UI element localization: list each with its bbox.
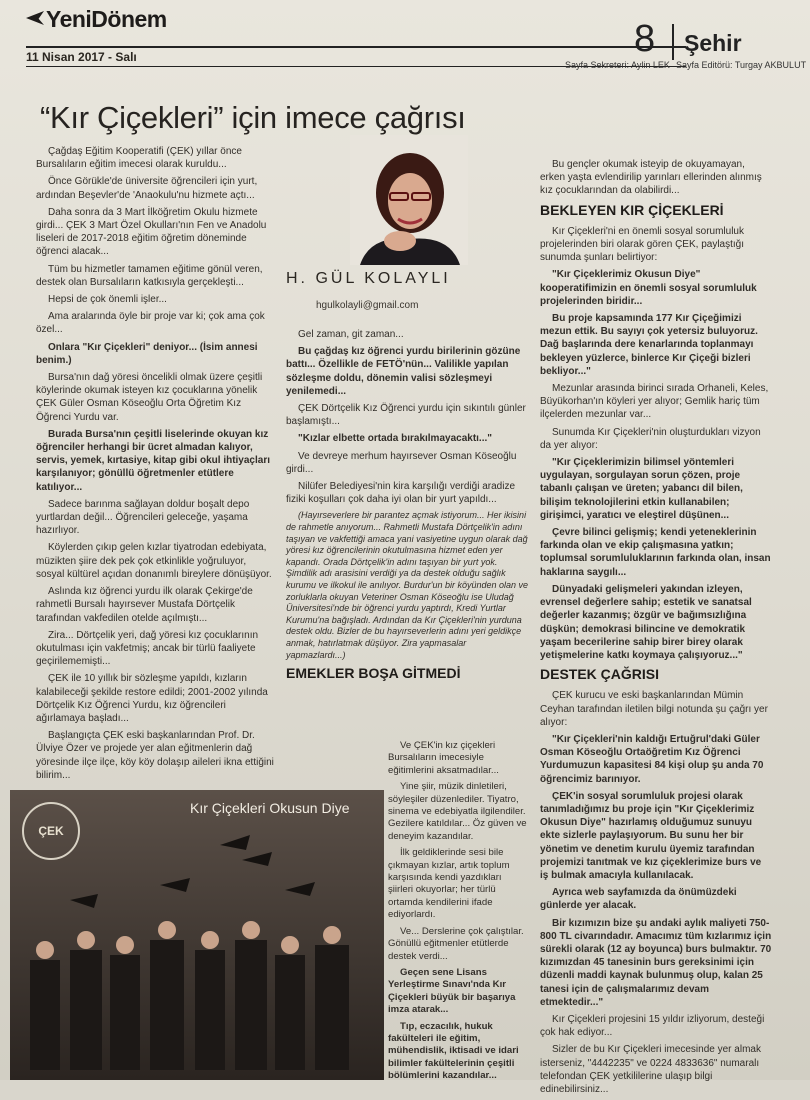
paragraph: Mezunlar arasında birinci sırada Orhaneli, Keles, Büyükorhan'ın köyleri yer alıyor; Gemlik hariç tüm ilçelerden mezunlar var... (540, 383, 769, 421)
paragraph: Nilüfer Belediyesi'nin kira karşılığı verdiği aradize fiziki koşulları çok daha iyi olan bir yurt yapıldı... (286, 481, 516, 506)
paragraph: "Kır Çiçeklerimizin bilimsel yöntemleri uygulayan, sorgulayan sorun çözen, proje tabanlı çalışan ve üreten; yabancı dil bilen, bilişim teknolojilerini etkin kullanabilen; girişimci, yaratıcı ve eleştirel düşünen... (540, 457, 743, 521)
paragraph: "Kır Çiçekleri'nin kaldığı Ertuğrul'daki Güler Osman Köseoğlu Ortaöğretim Kız Öğrenci Yurdumuzun kapasitesi 84 kişi olup şu anda 70 öğrencimiz barınıyor. (540, 733, 764, 785)
paragraph: Önce Görükle'de üniversite öğrencileri için yurt, ardından Beşevler'de 'Anaokulu'nu hizmete açtı... (36, 176, 258, 201)
page-secretary: Sayfa Sekreteri: Aylin LEK (565, 60, 670, 70)
article-column-1 (36, 145, 274, 786)
paragraph: Bu çağdaş kız öğrenci yurdu birilerinin gözüne battı... Özellikle de FETÖ'nün... Valilikle yapılan sözleşme doldu, dönemin valisi sözleşmeyi yenilemedi... (286, 346, 521, 397)
paragraph: Bir kızımızın bize şu andaki aylık maliyeti 750-800 TL civarındadır. Amacımız tüm kızlarımız için sürekli olarak (12 ay boyunca) burs bulmaktır. 70 kızımızdan 45 tanesinin burs gereksinimi için düzenli maddi kaynak bulunmuş olup, kalan 25 tanesi için de çalışmalarımız devam etmektedir..." (540, 917, 772, 1008)
paragraph: Ayrıca web sayfamızda da önümüzdeki günlerde yer alacak. (540, 887, 737, 912)
paragraph: Ve devreye merhum hayırsever Osman Köseoğlu girdi... (286, 450, 517, 475)
paragraph: Köylerden çıkıp gelen kızlar tiyatrodan edebiyata, müzikten şiire dek pek çok etkinlikle yoğruluyor, sosyal kültürel açıdan donanımlı bireylere dönüşüyor. (36, 542, 272, 580)
article-column-3 (540, 158, 772, 1100)
paragraph: (Hayırseverlere bir parantez açmak istiyorum... Her ikisini de rahmetle anıyorum... Rahmetli Mustafa Dörtçelik'in adını taşıyan ve vakfettiği amaca yani vasiyetine uygun olarak dağ yöresi kız öğrencilerinin okutulmasına hizmet eden yer kapandı. Orada Dörtçelik'in adını taşıyan bir yurt yok. Şimdilik adı arasisini verdiği ya da destek olduğu sağlık kurumu ve ilkokul ile anılıyor. Burdur'un bir köyünden olan ve zorluklarla okuyan Veteriner Osman Köseoğlu ise Uludağ Üniversitesi'nde bir öğrenci yurdu yaptırdı, Kredi Yurtlar Kurumu'na bağışladı. Ardından da Kır Çiçekleri'nin yurduna destek oldu. Bizler de bu hayırseverlerin adını yeri geldikçe anmak, hatırlatmak düşüyor. Zira yapmasalar yapmazlardı...) (286, 510, 529, 660)
paragraph: Dünyadaki gelişmeleri yakından izleyen, evrensel değerlere sahip; estetik ve sanatsal değerler kazanmış; özgür ve bağımsızlığına düşkün; demokrasi bilincine ve demokratik yaşam becerilerine sahip birer birey olarak yetişmelerine katkı koymaya çalışıyoruz..." (540, 583, 752, 661)
paragraph: "Kır Çiçeklerimiz Okusun Diye" kooperatifimizin en önemli sosyal sorumluluk projelerinden biridir... (540, 269, 757, 307)
paragraph: ÇEK ile 10 yıllık bir sözleşme yapıldı, kızların kalabileceği şekilde restore edildi; 2001-2002 yılında Dörtçelik Kız Öğrenci Yurdu, kız öğrencileri ağırlamaya başladı... (36, 673, 268, 724)
paragraph: Ve ÇEK'in kız çiçekleri Bursalıların imecesiyle eğitimlerini aksatmadılar... (388, 740, 499, 776)
cek-logo: ÇEK (22, 802, 80, 860)
page-editor: Sayfa Editörü: Turgay AKBULUT (676, 60, 807, 70)
paragraph: Gel zaman, git zaman... (298, 329, 404, 340)
article-column-2 (286, 328, 528, 688)
paragraph: Başlangıçta ÇEK eski başkanlarından Prof. Dr. Ülviye Özer ve projede yer alan eğitmenlerin dağ yöresinde ilçe ilçe, köy köy dolaşıp aileleri ikna ettiğini bilirim... (36, 730, 274, 781)
paragraph: Çağdaş Eğitim Kooperatifi (ÇEK) yıllar önce Bursalıların eğitim imecesi olarak kuruldu... (36, 146, 242, 171)
issue-date: 11 Nisan 2017 - Salı (26, 50, 137, 64)
paragraph: Daha sonra da 3 Mart İlköğretim Okulu hizmete girdi... ÇEK 3 Mart Özel Okulları'nın Fen ve Anadolu liseleri de 2017-2018 eğitim öğretim döneminde öğrenci alacak... (36, 206, 267, 258)
article-headline: “Kır Çiçekleri” için imece çağrısı (40, 100, 466, 135)
paragraph: Zira... Dörtçelik yeri, dağ yöresi kız çocuklarının okutulması için vakfetmiş; ancak bir türlü faaliyete geçirilememişti... (36, 629, 259, 668)
photo-caption-title: Kır Çiçekleri Okusun Diye (190, 800, 350, 816)
author-photo (350, 135, 468, 265)
subheading: EMEKLER BOŞA GİTMEDİ (286, 665, 461, 682)
paragraph: ÇEK'in sosyal sorumluluk projesi olarak tanımladığımız bu proje için "Kır Çiçeklerimiz Okusun Diye" hazırlamış olduğumuz sunuyu ekte sizlerle paylaşıyorum. Bu sunu her bir yönetim ve denetim kurulu üyemiz tarafından projemizi tanıtmak ve kız çiçeklerimize burs ve iş bulmak amacıyla kullanılacak. (540, 790, 762, 881)
paragraph: Sunumda Kır Çiçekleri'nin oluşturdukları vizyon da yer alıyor: (540, 426, 761, 451)
subheading: DESTEK ÇAĞRISI (540, 666, 660, 683)
paragraph: Tüm bu hizmetler tamamen eğitime gönül veren, destek olan Bursalıların katkısıyla gerçekleşti... (36, 263, 263, 288)
paragraph: Sadece barınma sağlayan doldur boşalt depo yurtlardan değil... Öğrencileri geleceğe, yaşama hazırlıyor. (36, 498, 250, 537)
paragraph: Kır Çiçekleri projesini 15 yıldır izliyorum, desteği çok hak ediyor... (540, 1013, 765, 1039)
section-title: Şehir (684, 30, 742, 56)
paragraph: Bursa'nın dağ yöresi öncelikli olmak üzere çeşitli köylerinde okumak isteyen kız çocuklarına yönelik ÇEK Güler Osman Köseoğlu Orta Öğretim Kız Öğrenci Yurdu var. (36, 372, 263, 423)
paragraph: Ama aralarında öyle bir proje var ki; çok ama çok özel... (36, 311, 265, 336)
paragraph: Yine şiir, müzik dinletileri, söyleşiler düzenlediler. Tiyatro, sinema ve edebiyatla ilgilendiler. Gezilere katıldılar... Öz güven ve deneyim kazandılar. (388, 781, 527, 842)
masthead-logo: YeniDönem (26, 6, 167, 33)
paragraph: Bu gençler okumak isteyip de okuyamayan, erken yaşta evlendirilip yarınları ellerinden alınmış kız çocuklarından da olabilirdi... (540, 159, 762, 197)
article-column-2-lower (388, 740, 528, 1087)
paragraph: Aslında kız öğrenci yurdu ilk olarak Çekirge'de rahmetli Bursalı hayırsever Mustafa Dörtçelik tarafından vakfedilen otelde açılmıştı... (36, 586, 253, 624)
author-name: H. GÜL KOLAYLI (286, 270, 451, 287)
paragraph: Bu proje kapsamında 177 Kır Çiçeğimizi mezun ettik. Bu sayıyı çok yetersiz buluyoruz. Dağ başlarında dere kenarlarında toplanmayı bekleyen yüzlerce, binlerce Kır Çiçeği bizleri bekliyor..." (540, 313, 758, 377)
paragraph: Geçen sene Lisans Yerleştirme Sınavı'nda Kır Çiçekleri büyük bir başarıya imza atarak... (388, 966, 516, 1016)
masthead-rule (26, 46, 686, 48)
author-portrait-image (350, 135, 468, 265)
paragraph: Kır Çiçekleri'ni en önemli sosyal sorumluluk projelerinden biri olarak gören ÇEK, paylaştığı sunumda şunları belirtiyor: (540, 225, 744, 264)
paragraph: Burada Bursa'nın çeşitli liselerinde okuyan kız öğrenciler herhangi bir ücret almadan kalıyor, servis, yemek, kırtasiye, kitap gibi okul ihtiyaçları karşılanıyor; gönüllü öğretmenler etütlere katılıyor... (36, 428, 271, 493)
paragraph: Ve... Derslerine çok çalıştılar. Gönüllü eğitmenler etütlerde destek verdi... (388, 925, 524, 962)
paragraph: Çevre bilinci gelişmiş; kendi yeteneklerinin farkında olan ve ekip çalışmasına yatkın; toplumsal sorumluluklarının farkında olan, insan haklarına saygılı... (540, 527, 771, 578)
subheading: BEKLEYEN KIR ÇİÇEKLERİ (540, 201, 724, 218)
paragraph: Sizler de bu Kır Çiçekleri imecesinde yer almak isterseniz, "4442235" ve 0224 4833636" numaralı telefondan ÇEK yetkililerine ulaşıp bilgi edinebilirsiniz... (540, 1044, 761, 1095)
paragraph: İlk geldiklerinde sesi bile çıkmayan kızlar, artık toplum karşısında kendi yazdıkları şiirleri okuyorlar; her türlü ortamda kendilerini ifade ediyorlardı. (388, 847, 510, 921)
paragraph: "Kızlar elbette ortada bırakılmayacaktı..." (298, 433, 493, 445)
paragraph: Hepsi de çok önemli işler... (48, 294, 167, 306)
paragraph: ÇEK kurucu ve eski başkanlarından Mümin Ceyhan tarafından iletilen bilgi notunda şu çağrı yer alıyor: (540, 690, 768, 728)
paragraph: Onlara "Kır Çiçekleri" deniyor... (İsim annesi benim.) (36, 341, 258, 366)
paragraph: Tıp, eczacılık, hukuk fakülteleri ile eğitim, mühendislik, iktisadi ve idari bilimler fakültelerinin çeşitli bölümlerini kazandılar... (388, 1020, 519, 1082)
author-email: hgulkolayli@gmail.com (316, 300, 419, 311)
page-number: 8 (634, 18, 656, 60)
page-divider (672, 24, 674, 60)
event-photo (10, 790, 384, 1080)
paragraph: ÇEK Dörtçelik Kız Öğrenci yurdu için sıkıntılı günler başlamıştı... (286, 403, 526, 428)
logo-bird-icon (26, 11, 44, 25)
